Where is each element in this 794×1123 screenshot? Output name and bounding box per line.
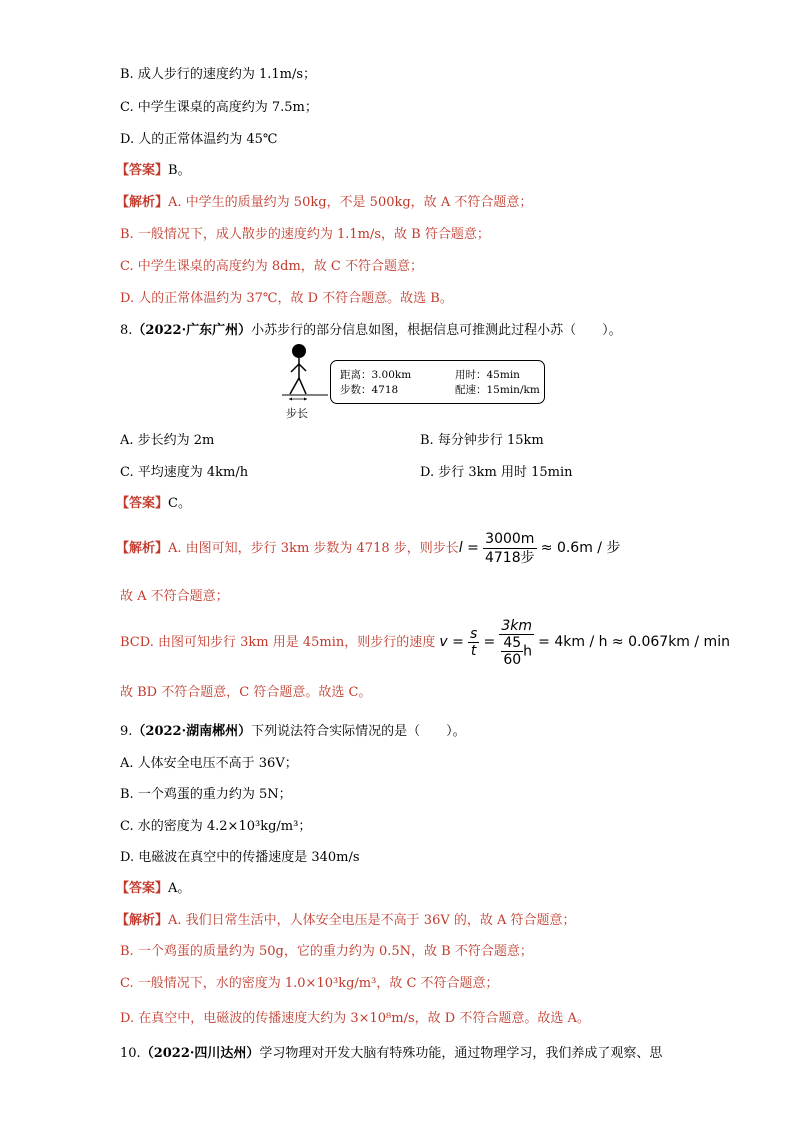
question-source: （2022·四川达州） [140, 1046, 260, 1061]
s-symbol: s [470, 626, 478, 642]
walker-leg-right [299, 378, 306, 394]
q7-option-b: B. 成人步行的速度约为 1.1m/s； [120, 67, 317, 82]
q9-answer [116, 880, 190, 898]
q8-stem [120, 322, 622, 340]
answer-tag: 【答案】 [116, 163, 169, 178]
q7-answer [116, 162, 191, 180]
q9-option-b: B. 一个鸡蛋的重力约为 5N； [120, 787, 292, 802]
analysis-text: A. 我们日常生活中，人体安全电压是不高于 36V 的，故 A 符合题意； [168, 913, 576, 928]
question-source: （2022·广东广州） [132, 323, 252, 338]
step-arrow-left [289, 398, 292, 401]
q8-option-c: C. 平均速度为 4km/h [120, 465, 249, 480]
q8-analysis-2: 故 A 不符合题意； [120, 589, 229, 604]
fraction-denominator: 4718步 [484, 550, 535, 566]
q9-analysis-2: B. 一个鸡蛋的质量约为 50g，它的重力约为 0.5N，故 B 不符合题意； [120, 944, 533, 959]
q9-analysis-3: C. 一般情况下，水的密度为 1.0×10³kg/m³，故 C 不符合题意； [120, 976, 499, 991]
q9-analysis-1 [116, 912, 576, 930]
velocity-result: = 4km / h ≈ 0.067km / min [538, 634, 730, 650]
answer-value: B。 [168, 163, 191, 178]
hours-numerator: 45 [503, 634, 522, 651]
velocity-numerator: 3km [499, 618, 534, 635]
q7-analysis-4: D. 人的正常体温约为 37℃，故 D 不符合题意。故选 B。 [120, 291, 453, 306]
s-over-t-fraction [468, 626, 479, 659]
t-symbol: t [470, 643, 477, 659]
answer-value: A。 [168, 881, 191, 896]
q8-analysis-3: BCD. 由图可知步行 3km 用是 45min，则步行的速度 v = $\frac{s}{t}$ = 3km $\frac{45}{60}$ h = 4km / h ≈ 0.067km / min [120, 617, 730, 668]
velocity-symbol: v = [439, 634, 464, 650]
walker-arm-right [299, 364, 306, 371]
walking-info-box [330, 360, 545, 404]
q8-analysis-4: 故 BD 不符合题意，C 符合题意。故选 C。 [120, 685, 372, 700]
answer-value: C。 [168, 496, 191, 511]
walker-arm-left [291, 364, 299, 372]
velocity-fraction [499, 618, 534, 668]
pace-text: 配速：15min/km [455, 384, 540, 396]
time-text: 用时：45min [455, 369, 520, 381]
q8-option-b: B. 每分钟步行 15km [420, 433, 544, 448]
hours-fraction [501, 635, 523, 668]
q9-option-a: A. 人体安全电压不高于 36V； [120, 756, 298, 771]
analysis-tag: 【解析】 [116, 541, 169, 556]
answer-tag: 【答案】 [116, 881, 169, 896]
question-number: 8. [120, 323, 133, 338]
answer-tag: 【答案】 [116, 496, 169, 511]
analysis-text: BCD. 由图可知步行 3km 用是 45min，则步行的速度 [120, 635, 436, 650]
analysis-text: A. 中学生的质量约为 50kg，不是 500kg，故 A 不符合题意； [168, 195, 533, 210]
q7-analysis-2: B. 一般情况下，成人散步的速度约为 1.1m/s，故 B 符合题意； [120, 227, 490, 242]
question-text: 小苏步行的部分信息如图，根据信息可推测此过程小苏（ ）。 [251, 323, 622, 338]
analysis-tag: 【解析】 [116, 195, 169, 210]
analysis-tag: 【解析】 [116, 913, 169, 928]
q7-analysis-3: C. 中学生课桌的高度约为 8dm，故 C 不符合题意； [120, 259, 424, 274]
hours-unit: h [523, 643, 533, 659]
q8-option-a: A. 步长约为 2m [120, 433, 215, 448]
question-source: （2022·湖南郴州） [132, 724, 252, 739]
question-number: 9. [120, 724, 133, 739]
q7-option-d: D. 人的正常体温约为 45℃ [120, 132, 278, 147]
q8-analysis-1 [116, 528, 620, 569]
q9-analysis-4: D. 在真空中，电磁波的传播速度大约为 3×10⁸m/s，故 D 不符合题意。故选 A。 [120, 1011, 590, 1026]
walker-leg-left [290, 378, 299, 394]
step-arrow-right [304, 398, 307, 401]
q8-option-d: D. 步行 3km 用时 15min [420, 465, 573, 480]
question-text: 下列说法符合实际情况的是（ ）。 [251, 724, 466, 739]
step-length-label: 步长 [286, 407, 308, 420]
q10-stem [120, 1045, 662, 1063]
step-length-symbol: l = [458, 540, 479, 556]
fraction-numerator: 3000m [483, 530, 537, 549]
q7-analysis-1 [116, 194, 532, 212]
step-length-result: ≈ 0.6m / 步 [540, 540, 621, 556]
velocity-denominator [499, 635, 534, 668]
hours-denominator: 60 [503, 651, 522, 668]
q9-stem [120, 723, 466, 741]
question-number: 10. [120, 1046, 141, 1061]
steps-text: 步数：4718 [340, 384, 399, 396]
walker-head [292, 344, 306, 358]
step-length-fraction [483, 530, 537, 567]
q7-option-c: C. 中学生课桌的高度约为 7.5m； [120, 100, 318, 115]
question-text: 学习物理对开发大脑有特殊功能，通过物理学习，我们养成了观察、思 [259, 1046, 663, 1061]
distance-text: 距离：3.00km [340, 369, 412, 381]
q9-option-d: D. 电磁波在真空中的传播速度是 340m/s [120, 850, 360, 865]
q8-answer [116, 495, 191, 513]
q9-option-c: C. 水的密度为 4.2×10³kg/m³； [120, 819, 312, 834]
analysis-text: A. 由图可知，步行 3km 步数为 4718 步，则步长 [168, 541, 459, 556]
